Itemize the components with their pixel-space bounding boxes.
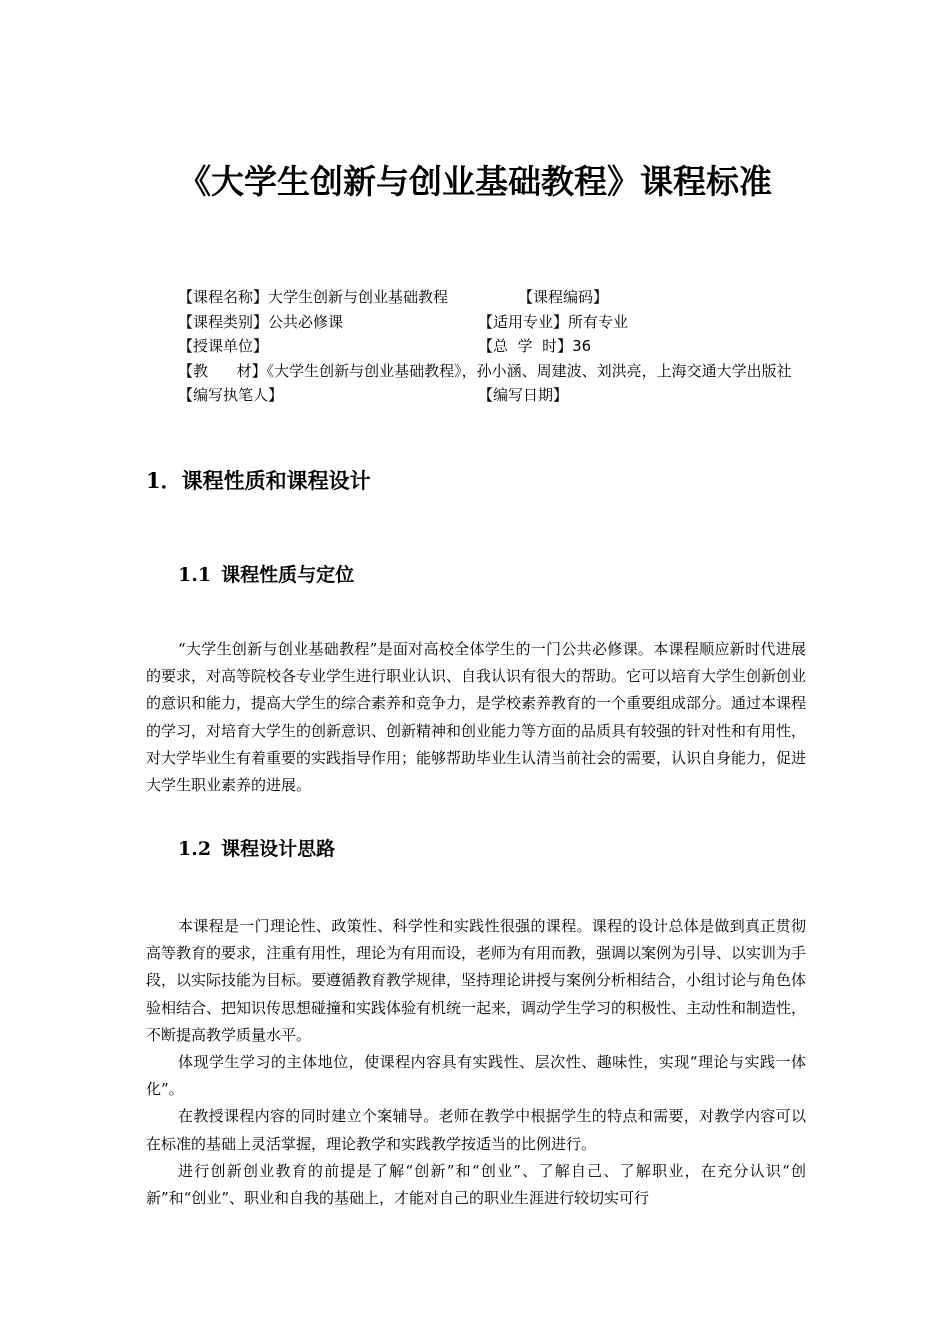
section-heading — [146, 465, 371, 495]
hours-field — [478, 334, 591, 359]
course-info-row — [146, 383, 806, 408]
course-info-row — [146, 334, 806, 359]
body-paragraph: 进行创新创业教育的前提是了解“创新”和“创业”、了解自己、了解职业，在充分认识“创新”和“创业”、职业和自我的基础上，才能对自己的职业生涯进行较切实可行 — [146, 1161, 806, 1208]
textbook-label: 【教 材】 — [178, 361, 267, 380]
hours-value: 36 — [572, 337, 592, 355]
subsection-title: 课程性质与定位 — [221, 564, 355, 586]
course-info-block — [146, 285, 806, 408]
major-label: 【适用专业】 — [478, 312, 569, 331]
section-title: 课程性质和课程设计 — [181, 469, 371, 493]
hours-label: 【总 学 时】 — [478, 337, 573, 355]
course-type-value: 公共必修课 — [268, 312, 344, 331]
major-value: 所有专业 — [568, 312, 629, 331]
subsection-number: 1.1 — [178, 564, 212, 586]
subsection-number: 1.2 — [178, 838, 212, 860]
textbook-row — [146, 359, 806, 384]
course-code-label: 【课程编码】 — [518, 288, 609, 306]
course-name-value: 大学生创新与创业基础教程 — [268, 288, 449, 306]
course-info-row — [146, 310, 806, 335]
body-paragraph: 在教授课程内容的同时建立个案辅导。老师在教学中根据学生的特点和需要，对教学内容可以在标准的基础上灵活掌握，理论教学和实践教学按适当的比例进行。 — [146, 1107, 806, 1153]
subsection-title: 课程设计思路 — [221, 838, 336, 860]
subsection-heading — [178, 560, 354, 587]
author-label: 【编写执笔人】 — [178, 386, 284, 404]
section-number: 1． — [146, 468, 182, 493]
body-paragraph: 本课程是一门理论性、政策性、科学性和实践性很强的课程。课程的设计总体是做到真正贯彻高等教育的要求，注重有用性，理论为有用而设，老师为有用而教，强调以案例为引导、以实训为手段，以实际技能为目标。要遵循教育教学规律，坚持理论讲授与案例分析相结合，小组讨论与角色体验相结合、把知识传思想碰撞和实践体验有机统一起来，调动学生学习的积极性、主动性和制造性，不断提高教学质量水平。 — [146, 917, 807, 1044]
body-text-block — [146, 913, 806, 1212]
course-name-label: 【课程名称】 — [178, 288, 269, 306]
major-field — [478, 310, 628, 335]
body-paragraph: 体现学生学习的主体地位，使课程内容具有实践性、层次性、趣味性，实现“理论与实践一体化”。 — [146, 1053, 806, 1099]
document-title: 《大学生创新与创业基础教程》课程标准 — [178, 162, 772, 201]
subsection-heading — [178, 834, 335, 861]
unit-label: 【授课单位】 — [178, 337, 269, 355]
course-info-row — [146, 285, 806, 310]
body-paragraph: “大学生创新与创业基础教程”是面对高校全体学生的一门公共必修课。本课程顺应新时代进展的要求，对高等院校各专业学生进行职业认识、自我认识有很大的帮助。它可以培育大学生创新创业的意识和能力，提高大学生的综合素养和竞争力，是学校素养教育的一个重要组成部分。通过本课程的学习，对培育大学生的创新意识、创新精神和创业能力等方面的品质具有较强的针对性和有用性，对大学毕业生有着重要的实践指导作用；能够帮助毕业生认清当前社会的需要，认识自身能力，促进大学生职业素养的进展。 — [146, 640, 807, 795]
textbook-value: 《大学生创新与创业基础教程》，孙小涵、周建波、刘洪亮，上海交通大学出版社 — [266, 361, 792, 380]
course-type-label: 【课程类别】 — [178, 312, 269, 331]
date-label: 【编写日期】 — [478, 386, 569, 404]
